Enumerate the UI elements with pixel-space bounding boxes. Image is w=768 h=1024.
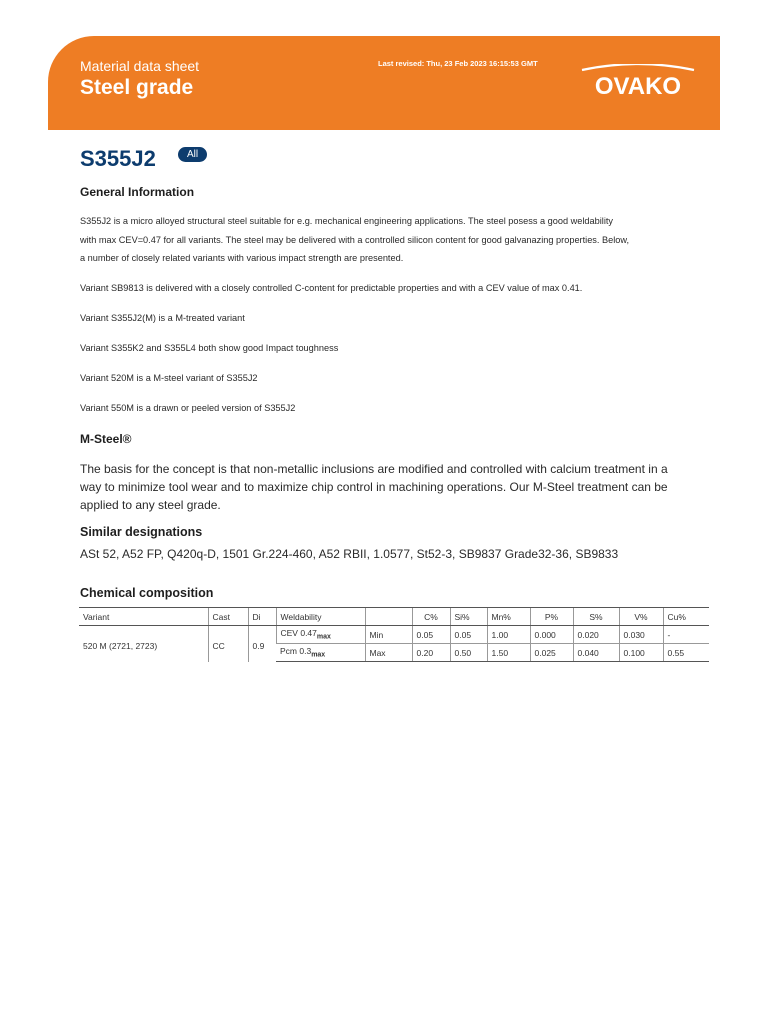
column-header: C% (412, 608, 450, 626)
value-cell: - (663, 626, 709, 644)
limit-cell: Max (365, 644, 412, 662)
grade-name: S355J2 (80, 146, 156, 171)
value-cell: 0.040 (573, 644, 619, 662)
limit-cell: Min (365, 626, 412, 644)
value-cell: 0.55 (663, 644, 709, 662)
value-cell: 0.020 (573, 626, 619, 644)
variant-badge: All (178, 147, 207, 162)
chemical-table (79, 607, 709, 662)
general-info-heading: General Information (80, 185, 195, 199)
value-cell: 0.025 (530, 644, 573, 662)
general-info-text (80, 212, 710, 268)
document-title: Steel grade (80, 76, 194, 99)
weldability-label: Pcm 0.3 (280, 646, 312, 657)
msteel-text (80, 460, 705, 514)
value-cell: 1.50 (487, 644, 530, 662)
variant-note: Variant 520M is a M-steel variant of S355J2 (80, 373, 258, 383)
column-header: P% (530, 608, 573, 626)
value-cell: 1.00 (487, 626, 530, 644)
weldability-label: CEV 0.47 (280, 628, 317, 639)
document-type: Material data sheet (80, 58, 200, 74)
column-header: S% (573, 608, 619, 626)
di-cell: 0.9 (248, 626, 276, 662)
column-header: V% (619, 608, 663, 626)
general-info-line: a number of closely related variants with various impact strength are presented. (80, 253, 404, 263)
value-cell: 0.50 (450, 644, 487, 662)
cast-cell: CC (208, 626, 248, 662)
variant-note: Variant 550M is a drawn or peeled version of S355J2 (80, 403, 296, 413)
value-cell: 0.030 (619, 626, 663, 644)
value-cell: 0.100 (619, 644, 663, 662)
table-header-row (79, 608, 709, 626)
weldability-cell (276, 644, 365, 662)
similar-heading: Similar designations (80, 525, 203, 539)
column-header: Mn% (487, 608, 530, 626)
variant-note: Variant S355K2 and S355L4 both show good Impact toughness (80, 343, 339, 353)
msteel-line: The basis for the concept is that non-metallic inclusions are modified and controlled with calcium treatment in a (80, 462, 668, 476)
column-header: Weldability (276, 608, 365, 626)
column-header: Cast (208, 608, 248, 626)
general-info-line: S355J2 is a micro alloyed structural steel suitable for e.g. mechanical engineering applications. The steel posess a good weldability (80, 216, 614, 226)
column-header: Cu% (663, 608, 709, 626)
weldability-sub: max (316, 633, 331, 641)
variant-note: Variant SB9813 is delivered with a closely controlled C-content for predictable properties and with a CEV value of max 0.41. (80, 283, 583, 293)
column-header: Si% (450, 608, 487, 626)
column-header: Di (248, 608, 276, 626)
weldability-cell (276, 626, 365, 644)
table-row (79, 626, 709, 644)
variant-cell: 520 M (2721, 2723) (83, 640, 158, 651)
similar-designations: ASt 52, A52 FP, Q420q-D, 1501 Gr.224-460, A52 RBII, 1.0577, St52-3, SB9837 Grade32-36, SB9833 (80, 547, 619, 561)
msteel-line: applied to any steel grade. (80, 498, 221, 512)
column-header (365, 608, 412, 626)
logo-text: OVAKO (594, 73, 682, 100)
value-cell: 0.05 (450, 626, 487, 644)
value-cell: 0.000 (530, 626, 573, 644)
last-revised: Last revised: Thu, 23 Feb 2023 16:15:53 GMT (378, 59, 538, 68)
ovako-logo (576, 64, 700, 100)
value-cell: 0.05 (412, 626, 450, 644)
variant-note: Variant S355J2(M) is a M-treated variant (80, 313, 245, 323)
msteel-heading: M-Steel® (80, 432, 132, 446)
weldability-sub: max (311, 651, 326, 659)
header-banner (48, 36, 720, 130)
general-info-line: with max CEV=0.47 for all variants. The steel may be delivered with a controlled silicon content for good galvanazing properties. Below, (80, 234, 630, 245)
chemical-heading: Chemical composition (80, 586, 214, 600)
value-cell: 0.20 (412, 644, 450, 662)
column-header: Variant (79, 608, 208, 626)
msteel-line: way to minimize tool wear and to maximize chip control in machining operations. Our M-Steel treatment can be (80, 480, 668, 494)
